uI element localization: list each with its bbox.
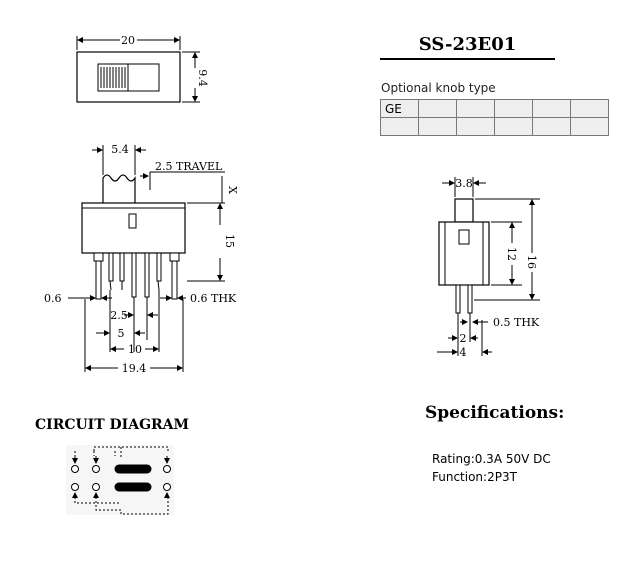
body-height-label: 15 [223, 234, 236, 248]
x-label: X [226, 186, 239, 194]
knob-cell [495, 100, 533, 118]
travel-label: 2.5 TRAVEL [155, 160, 223, 173]
knob-cell [533, 100, 571, 118]
knob-cell [571, 118, 609, 136]
knob-cell [419, 118, 457, 136]
side-thk-label: 0.5 THK [493, 316, 540, 329]
knob-cell [381, 118, 419, 136]
title-underline [380, 58, 555, 60]
knob-cell [457, 118, 495, 136]
side-knob-label: 3.8 [455, 177, 473, 190]
span-10-label: 10 [128, 343, 142, 356]
front-thk-label: 0.6 THK [190, 292, 237, 305]
front-view [44, 143, 239, 375]
top-width-label: 20 [121, 34, 135, 47]
rating-text: Rating:0.3A 50V DC [432, 452, 551, 466]
knob-type-table [380, 99, 609, 136]
knob-width-label: 5.4 [111, 143, 129, 156]
side-view [437, 177, 540, 359]
knob-cell [495, 118, 533, 136]
top-view [77, 34, 209, 102]
circuit-diagram [66, 445, 174, 515]
knob-cell [571, 100, 609, 118]
pin-dia-label: 0.6 [44, 292, 62, 305]
knob-cell [419, 100, 457, 118]
knob-cell: GE [381, 100, 419, 118]
side-height-12-label: 12 [505, 247, 518, 261]
circuit-diagram-title: CIRCUIT DIAGRAM [35, 417, 190, 433]
side-height-16-label: 16 [525, 255, 538, 269]
top-height-label: 9.4 [196, 69, 209, 87]
span-4-label: 4 [459, 346, 467, 359]
specifications-title: Specifications: [425, 403, 565, 423]
span-194-label: 19.4 [121, 362, 147, 375]
function-text: Function:2P3T [432, 470, 517, 484]
knob-cell [457, 100, 495, 118]
knob-cell [533, 118, 571, 136]
part-number-title: SS-23E01 [418, 34, 517, 55]
pitch-5-label: 5 [117, 327, 125, 340]
knob-caption: Optional knob type [381, 81, 496, 95]
span-2-label: 2 [459, 332, 467, 345]
pitch-25-label: 2.5 [110, 309, 128, 322]
